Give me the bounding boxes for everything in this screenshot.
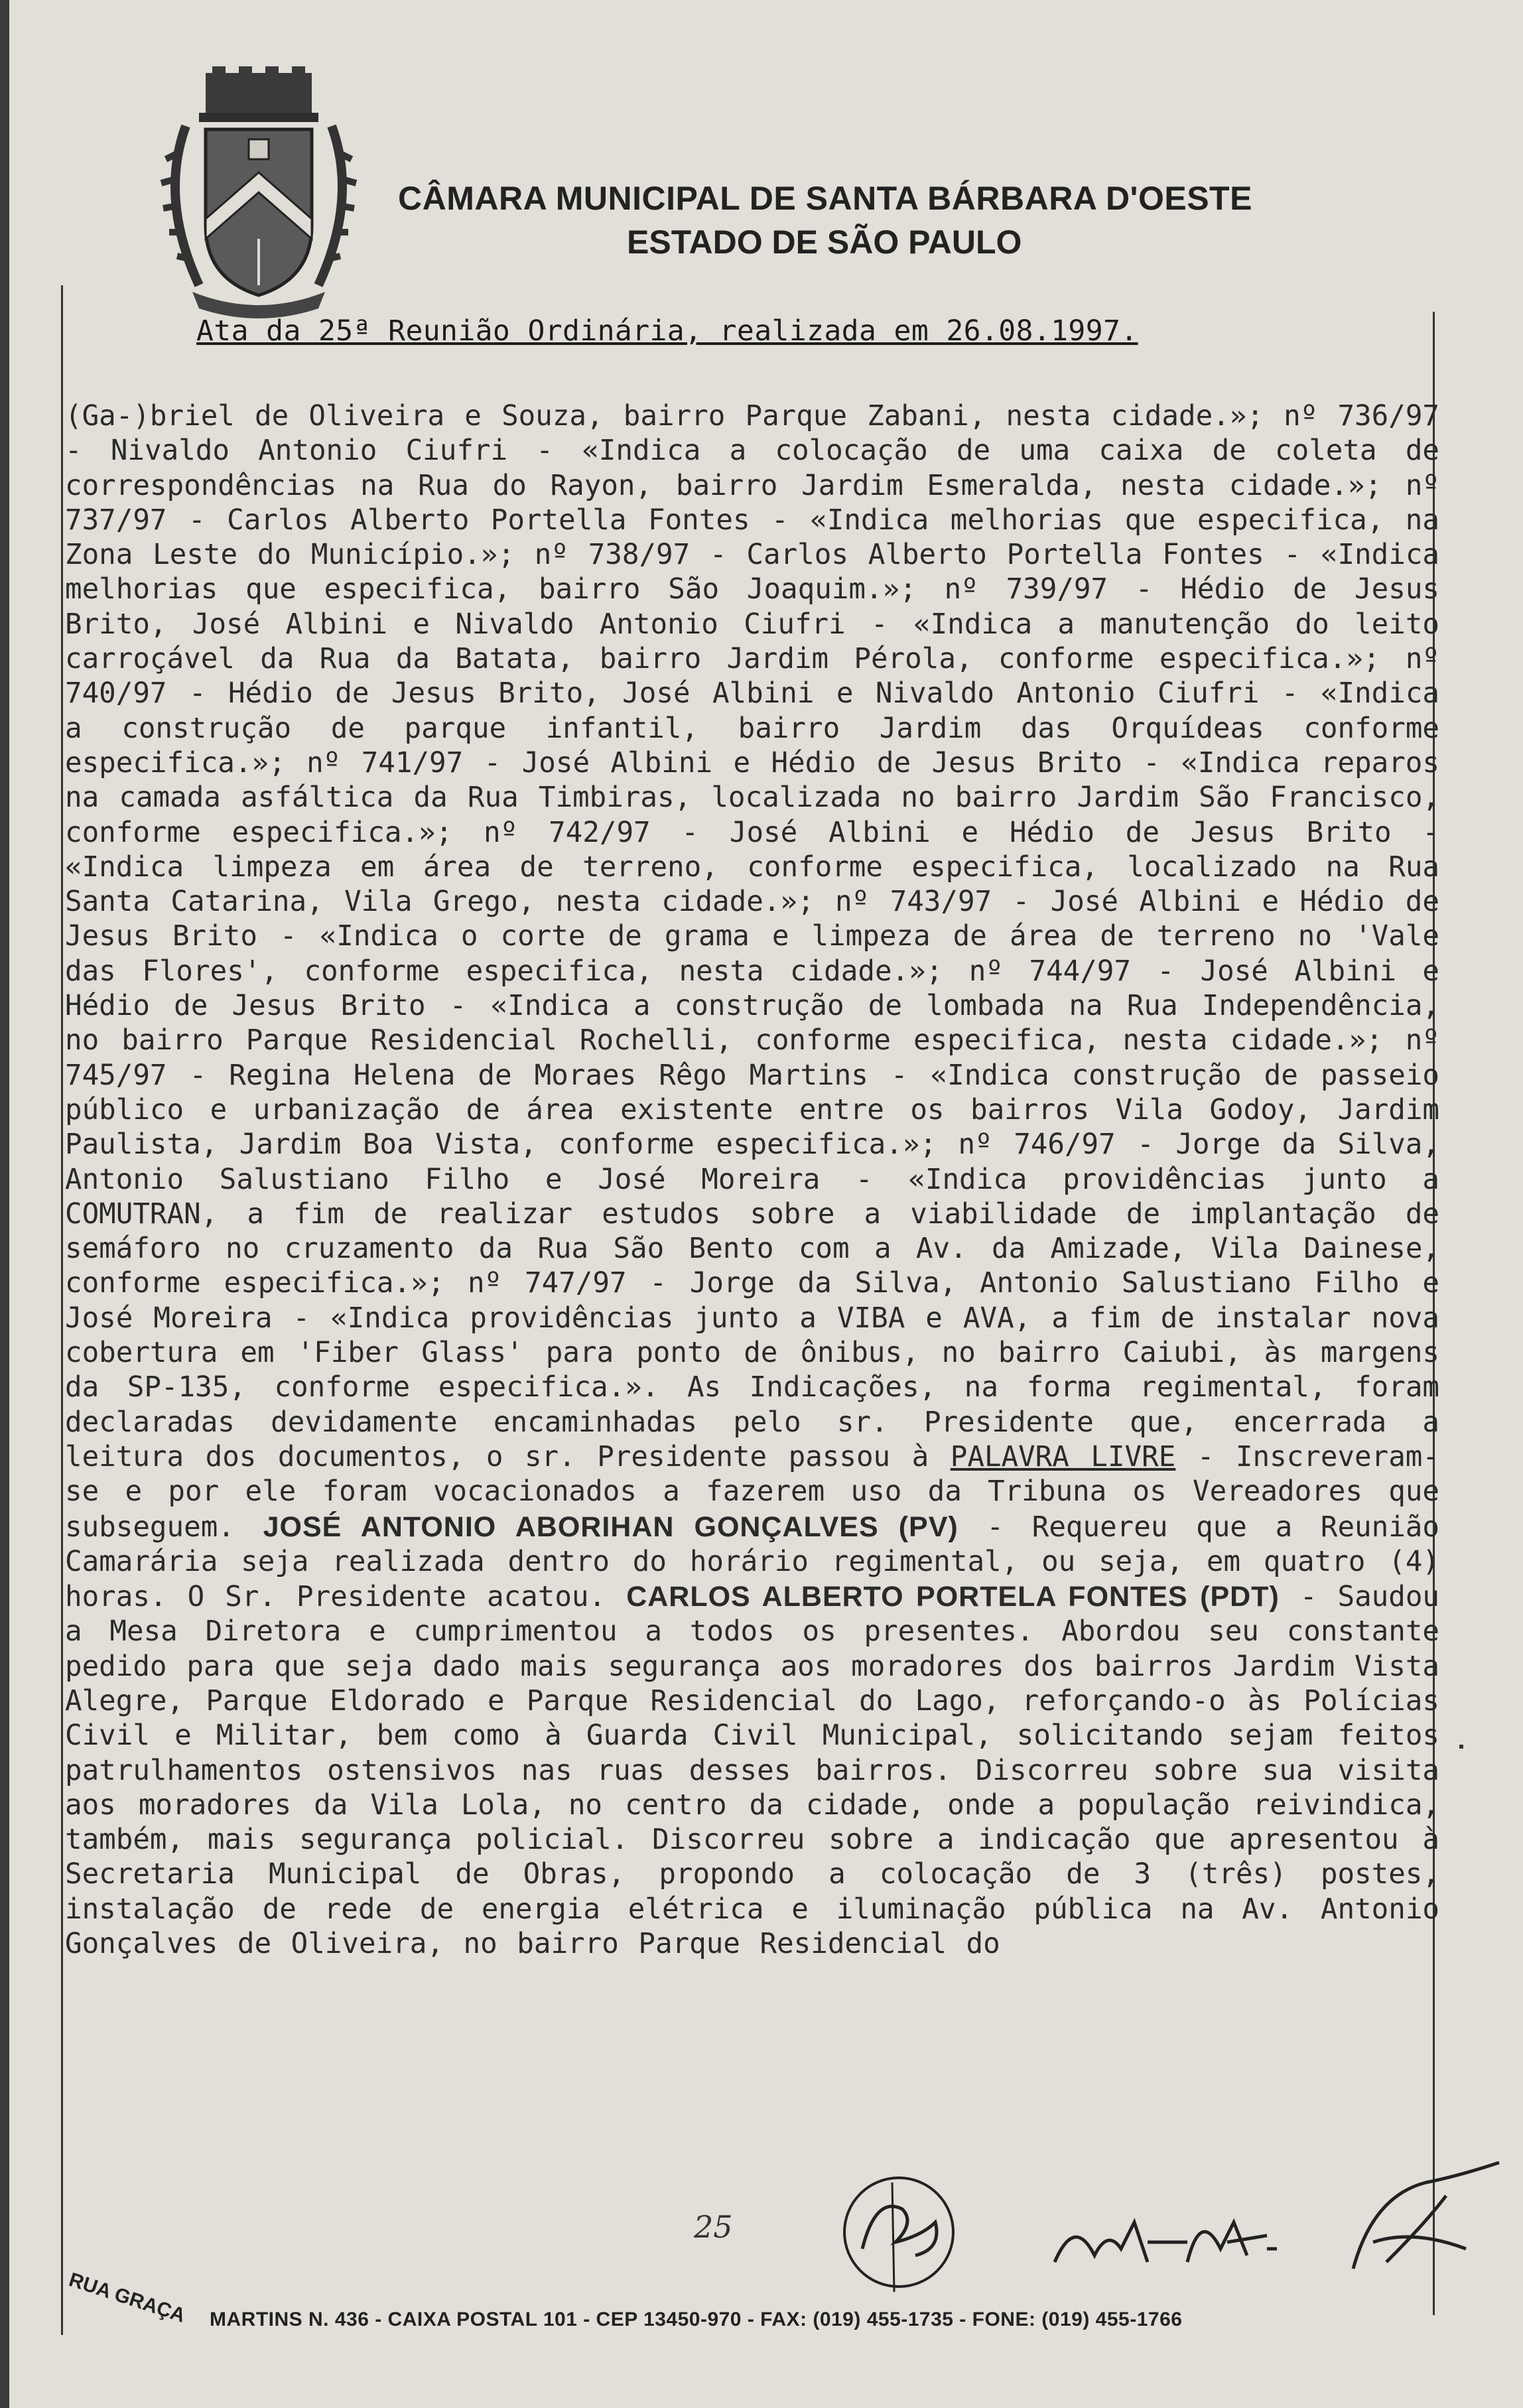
- margin-mark: [1459, 1745, 1463, 1749]
- minutes-title: Ata da 25ª Reunião Ordinária, realizada em 26.08.1997.: [196, 314, 1138, 348]
- minutes-body: [65, 399, 1439, 1962]
- speaker-remarks: - Requereu que a Reunião Camarária seja realizada dentro do horário regimental, ou seja, em quatro (4) horas. O Sr. Presidente acatou.: [65, 1510, 1439, 1614]
- registration-text: - Inscreveram-se e por ele foram vocacionados a fazerem uso da Tribuna os Vereadores que subseguem.: [65, 1440, 1439, 1544]
- page-number: 25: [694, 2209, 733, 2245]
- palavra-livre-heading: PALAVRA LIVRE: [950, 1440, 1176, 1473]
- municipal-coat-of-arms-icon: [159, 66, 358, 318]
- speaker-name: JOSÉ ANTONIO ABORIHAN GONÇALVES (PV): [263, 1510, 959, 1543]
- state-name: ESTADO DE SÃO PAULO: [627, 224, 1022, 261]
- scan-edge: [0, 0, 9, 2408]
- letterhead-footer: [66, 2269, 1479, 2348]
- speaker-remarks: - Saudou a Mesa Diretora e cumprimentou a todos os presentes. Abordou seu constante pedido para que seja dado mais segurança aos moradores dos bairros Jardim Vista Alegre, Parque Eldorado e Parque Residencial do Lago, reforçando-o às Polícias Civil e Militar, bem como à Guarda Civil Municipal, solicitando sejam feitos patrulhamentos ostensivos nas ruas desses bairros. Discorreu sobre sua visita aos moradores da Vila Lola, no centro da cidade, onde a população reivindica, também, mais segurança policial. Discorreu sobre a indicação que apresentou à Secretaria Municipal de Obras, propondo a colocação de 3 (três) postes, instalação de rede de energia elétrica e iluminação pública na Av. Antonio Gonçalves de Oliveira, no bairro Parque Residencial do: [65, 1581, 1440, 1961]
- footer-address: MARTINS N. 436 - CAIXA POSTAL 101 - CEP 13450-970 - FAX: (019) 455-1735 - FONE: (019) 455-1766: [210, 2308, 1183, 2330]
- speaker-name: CARLOS ALBERTO PORTELA FONTES (PDT): [626, 1581, 1280, 1613]
- footer-street: RUA GRAÇA: [66, 2269, 188, 2327]
- indications-text: (Ga-)briel de Oliveira e Souza, bairro Parque Zabani, nesta cidade.»; nº 736/97 - Nivaldo Antonio Ciufri - «Indica a colocação de uma caixa de coleta de correspondências na Rua do Rayon, bairro Jardim Esmeralda, nesta cidade.»; nº 737/97 - Carlos Alberto Portella Fontes - «Indica melhorias que especifica, na Zona Leste do Município.»; nº 738/97 - Carlos Alberto Portella Fontes - «Indica melhorias que especifica, bairro São Joaquim.»; nº 739/97 - Hédio de Jesus Brito, José Albini e Nivaldo Antonio Ciufri - «Indica a manutenção do leito carroçável da Rua da Batata, bairro Jardim Pérola, conforme especifica.»; nº 740/97 - Hédio de Jesus Brito, José Albini e Nivaldo Antonio Ciufri - «Indica a construção de parque infantil, bairro Jardim das Orquídeas conforme especifica.»; nº 741/97 - José Albini e Hédio de Jesus Brito - «Indica reparos na camada asfáltica da Rua Timbiras, localizada no bairro Jardim São Francisco, conforme especifica.»; nº 742/97 - José Albini e Hédio de Jesus Brito - «Indica limpeza em área de terreno, conforme especifica, localizado na Rua Santa Catarina, Vila Grego, nesta cidade.»; nº 743/97 - José Albini e Hédio de Jesus Brito - «Indica o corte de grama e limpeza de área de terreno no 'Vale das Flores', conforme especifica, nesta cidade.»; nº 744/97 - José Albini e Hédio de Jesus Brito - «Indica a construção de lombada na Rua Independência, no bairro Parque Residencial Rochelli, conforme especifica, nesta cidade.»; nº 745/97 - Regina Helena de Moraes Rêgo Martins - «Indica construção de passeio público e urbanização de área existente entre os bairros Vila Godoy, Jardim Paulista, Jardim Boa Vista, conforme especifica.»; nº 746/97 - Jorge da Silva, Antonio Salustiano Filho e José Moreira - «Indica providências junto a COMUTRAN, a fim de realizar estudos sobre a viabilidade de implantação de semáforo no cruzamento da Rua São Bento com a Av. da Amizade, Vila Dainese, conforme especifica.»; nº 747/97 - Jorge da Silva, Antonio Salustiano Filho e José Moreira - «Indica providências junto a VIBA e AVA, a fim de instalar nova cobertura em 'Fiber Glass' para ponto de ônibus, no bairro Caiubi, às margens da SP-135, conforme especifica.». As Indicações, na forma regimental, foram declaradas devidamente encaminhadas pelo sr. Presidente que, encerrada a leitura dos documentos, o sr. Presidente passou à: [65, 400, 1439, 1473]
- chamber-name: CÂMARA MUNICIPAL DE SANTA BÁRBARA D'OESTE: [398, 180, 1252, 217]
- minutes-paragraph: [65, 399, 1439, 1962]
- left-margin-rule: [61, 285, 63, 2335]
- letterhead: [398, 179, 1327, 261]
